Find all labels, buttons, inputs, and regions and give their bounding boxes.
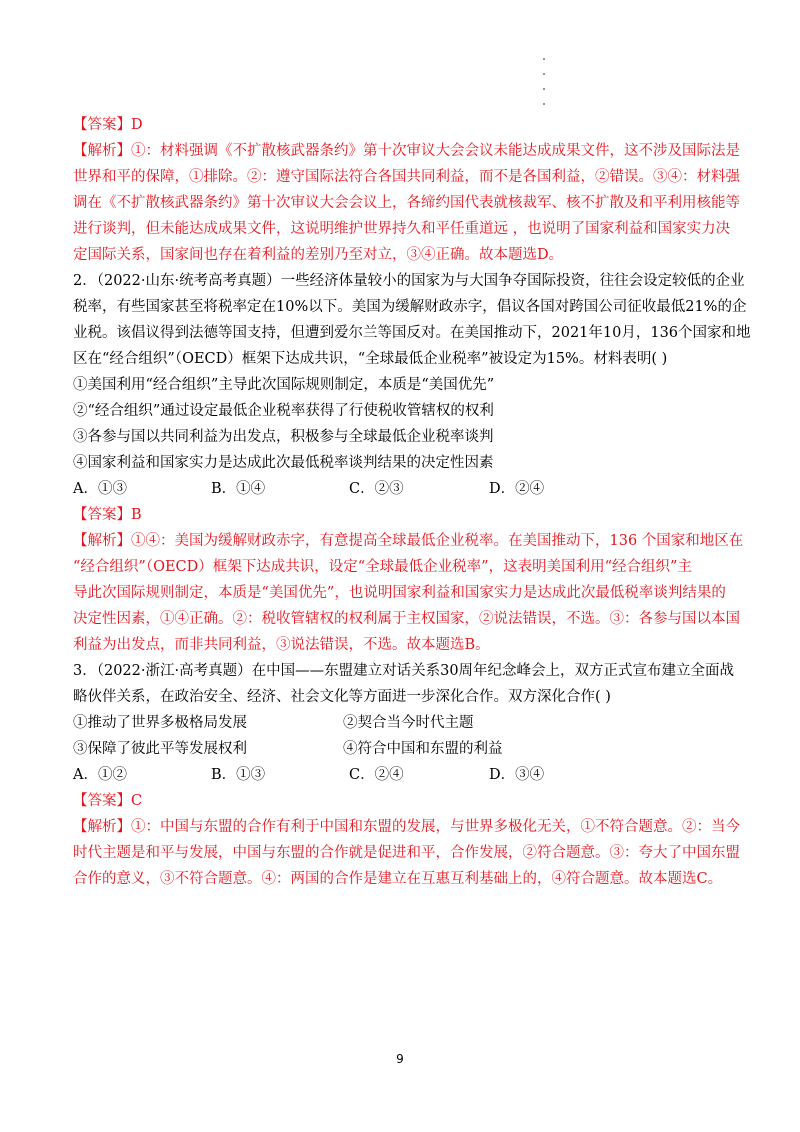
q3-statement-row [73,710,729,736]
q1-analysis-line: 世界和平的保障，①排除。②：遵守国际法符合各国共同利益，而不是各国利益，②错误。③④：材料强 [73,169,740,185]
q3-answer: 【答案】C [73,793,143,809]
q3-statement-row [73,736,729,762]
q2-option-d: D．②④ [489,481,545,497]
q1-analysis-line: 【解析】①：材料强调《不扩散核武器条约》第十次审议大会会议未能达成成果文件，这不涉及国际法是 [73,143,740,159]
q2-option-b: B．①④ [211,481,266,497]
q2-stem-line: 业税。该倡议得到法德等国支持，但遭到爱尔兰等国反对。在美国推动下，2021年10月，136个国家和地 [73,325,751,341]
q3-option-d: D．③④ [489,767,545,783]
dot [543,103,545,105]
q1-answer: 【答案】D [73,117,143,133]
q3-statement: ③保障了彼此平等发展权利 [73,741,247,757]
q2-analysis-line: “经合组织”（OECD）框架下达成共识，设定“全球最低企业税率”，这表明美国利用“经合组织”主 [73,559,692,575]
q3-analysis-line: 时代主题是和平与发展，中国与东盟的合作就是促进和平，合作发展，②符合题意。③：夸大了中国东盟 [73,845,740,861]
q2-analysis-line: 导此次国际规则制定，本质是“美国优先”，也说明国家利益和国家实力是达成此次最低税率谈判结果的 [73,585,726,601]
q2-statement: ④国家利益和国家实力是达成此次最低税率谈判结果的决定性因素 [73,455,494,471]
q2-statement: ②“经合组织”通过设定最低企业税率获得了行使税收管辖权的权利 [73,403,494,419]
q3-statement: ②契合当今时代主题 [343,715,474,731]
q3-analysis [73,814,740,892]
q2-answer: 【答案】B [73,507,142,523]
content [73,112,751,892]
q1-analysis-line: 调在《不扩散核武器条约》第十次审议大会会议上，各缔约国代表就核裁军、核不扩散及和平利用核能等 [73,195,740,211]
q3-statement: ①推动了世界多极格局发展 [73,715,247,731]
q2-analysis-line: 【解析】①④：美国为缓解财政赤字，有意提高全球最低企业税率。在美国推动下，136 个国家和地区在 [73,533,744,549]
q3-stem-line: 略伙伴关系，在政治安全、经济、社会文化等方面进一步深化合作。双方深化合作( ) [73,689,611,705]
q3-option-c: C．②④ [349,767,404,783]
q2-stem-line: 区在“经合组织”（OECD）框架下达成共识，“全球最低企业税率”被设定为15%。材料表明( ) [73,351,668,367]
q2-stem-line: 2．（2022·山东·统考高考真题）一些经济体量较小的国家为与大国争夺国际投资，往往会设定较低的企业 [73,273,745,289]
q2-option-c: C．②③ [349,481,404,497]
q1-analysis [73,138,740,268]
dot [543,88,545,90]
q2-stem-line: 税率，有些国家甚至将税率定在10%以下。美国为缓解财政赤字，倡议各国对跨国公司征收最低21%的企 [73,299,747,315]
q2-analysis [73,528,744,658]
q1-analysis-line: 进行谈判，但未能达成成果文件，这说明维护世界持久和平任重道远 ，也说明了国家利益和国家实力决 [73,221,731,237]
dot [543,58,545,60]
q3-stem [73,658,735,710]
q2-analysis-line: 利益为出发点，而非共同利益，③说法错误，不选。故本题选B。 [73,637,490,653]
q3-statements [73,710,729,762]
decorative-dots [541,58,547,118]
q3-stem-line: 3．（2022·浙江·高考真题）在中国——东盟建立对话关系30周年纪念峰会上，双方正式宣布建立全面战 [73,663,735,679]
q3-option-b: B．①③ [211,767,266,783]
dot [543,73,545,75]
q2-statement: ③各参与国以共同利益为出发点，积极参与全球最低企业税率谈判 [73,429,494,445]
page-number: 9 [396,1052,404,1066]
q3-analysis-line: 合作的意义，③不符合题意。④：两国的合作是建立在互惠互利基础上的，④符合题意。故本题选C。 [73,871,723,887]
q2-option-a: A．①③ [73,481,127,497]
q2-stem [73,268,751,372]
q3-options [73,762,729,788]
q2-statements [73,372,729,476]
q2-analysis-line: 决定性因素，①④正确。②：税收管辖权的权利属于主权国家，②说法错误，不选。③：各参与国以本国 [73,611,740,627]
q2-statement: ①美国利用“经合组织”主导此次国际规则制定，本质是“美国优先” [73,377,495,393]
q2-options [73,476,729,502]
q3-option-a: A．①② [73,767,127,783]
q3-analysis-line: 【解析】①：中国与东盟的合作有利于中国和东盟的发展，与世界多极化无关，①不符合题意。②：当今 [73,819,740,835]
q1-analysis-line: 定国际关系，国家间也存在着利益的差别乃至对立，③④正确。故本题选D。 [73,247,564,263]
q3-statement: ④符合中国和东盟的利益 [343,741,503,757]
